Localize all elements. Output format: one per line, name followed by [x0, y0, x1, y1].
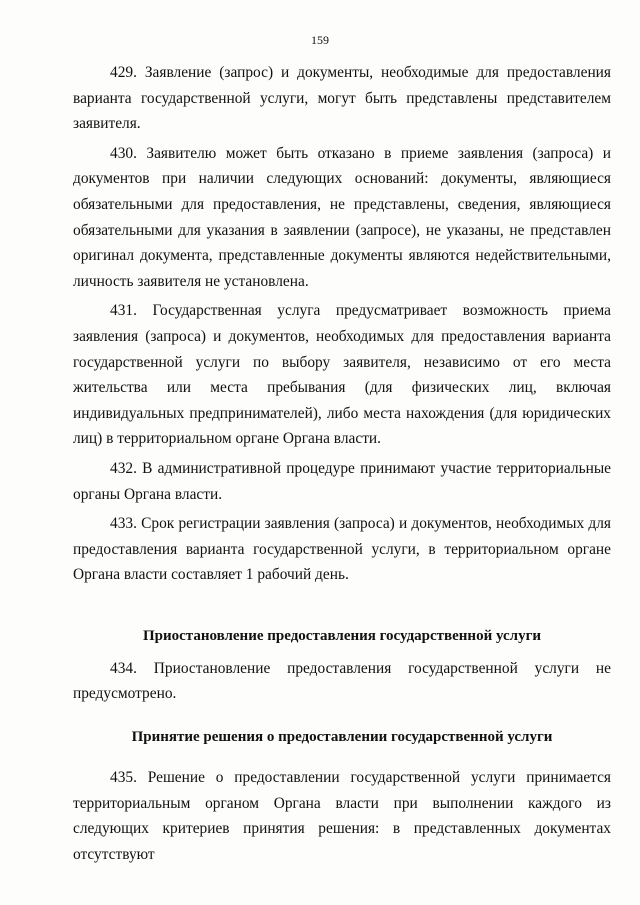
paragraph-429: 429. Заявление (запрос) и документы, необходимые для предоставления варианта государственной услуги, могут быть представлены представителем заявителя.	[73, 64, 611, 133]
paragraph-431: 431. Государственная услуга предусматривает возможность приема заявления (запроса) и документов, необходимых для предоставления варианта государственной услуги по выбору заявителя, независимо от его места жительства или места пребывания (для физических лиц, включая индивидуальных предпринимателей), либо места нахождения (для юридических лиц) в территориальном органе Органа власти.	[73, 302, 611, 448]
page-number: 159	[311, 33, 329, 47]
paragraph-435: 435. Решение о предоставлении государственной услуги принимается территориальным органом Органа власти при выполнении каждого из следующих критериев принятия решения: в представленных документах отсутствуют	[73, 769, 611, 863]
paragraph-433: 433. Срок регистрации заявления (запроса) и документов, необходимых для предоставления варианта государственной услуги, в территориальном органе Органа власти составляет 1 рабочий день.	[73, 515, 611, 584]
paragraph-434: 434. Приостановление предоставления государственной услуги не предусмотрено.	[73, 659, 611, 703]
section-heading-decision: Принятие решения о предоставлении государственной услуги	[131, 729, 553, 746]
section-heading-suspension: Приостановление предоставления государственной услуги	[142, 627, 542, 644]
paragraph-432: 432. В административной процедуре принимают участие территориальные органы Органа власти.	[73, 459, 611, 503]
document-body	[73, 60, 611, 871]
paragraph-430: 430. Заявителю может быть отказано в приеме заявления (запроса) и документов при наличии следующих оснований: документы, являющиеся обязательными для предоставления, не представлены, сведения, являющиеся обязательными для указания в заявлении (запросе), не указаны, не представлен оригинал документа, представленные документы являются недействительными, личность заявителя не установлена.	[73, 144, 611, 290]
